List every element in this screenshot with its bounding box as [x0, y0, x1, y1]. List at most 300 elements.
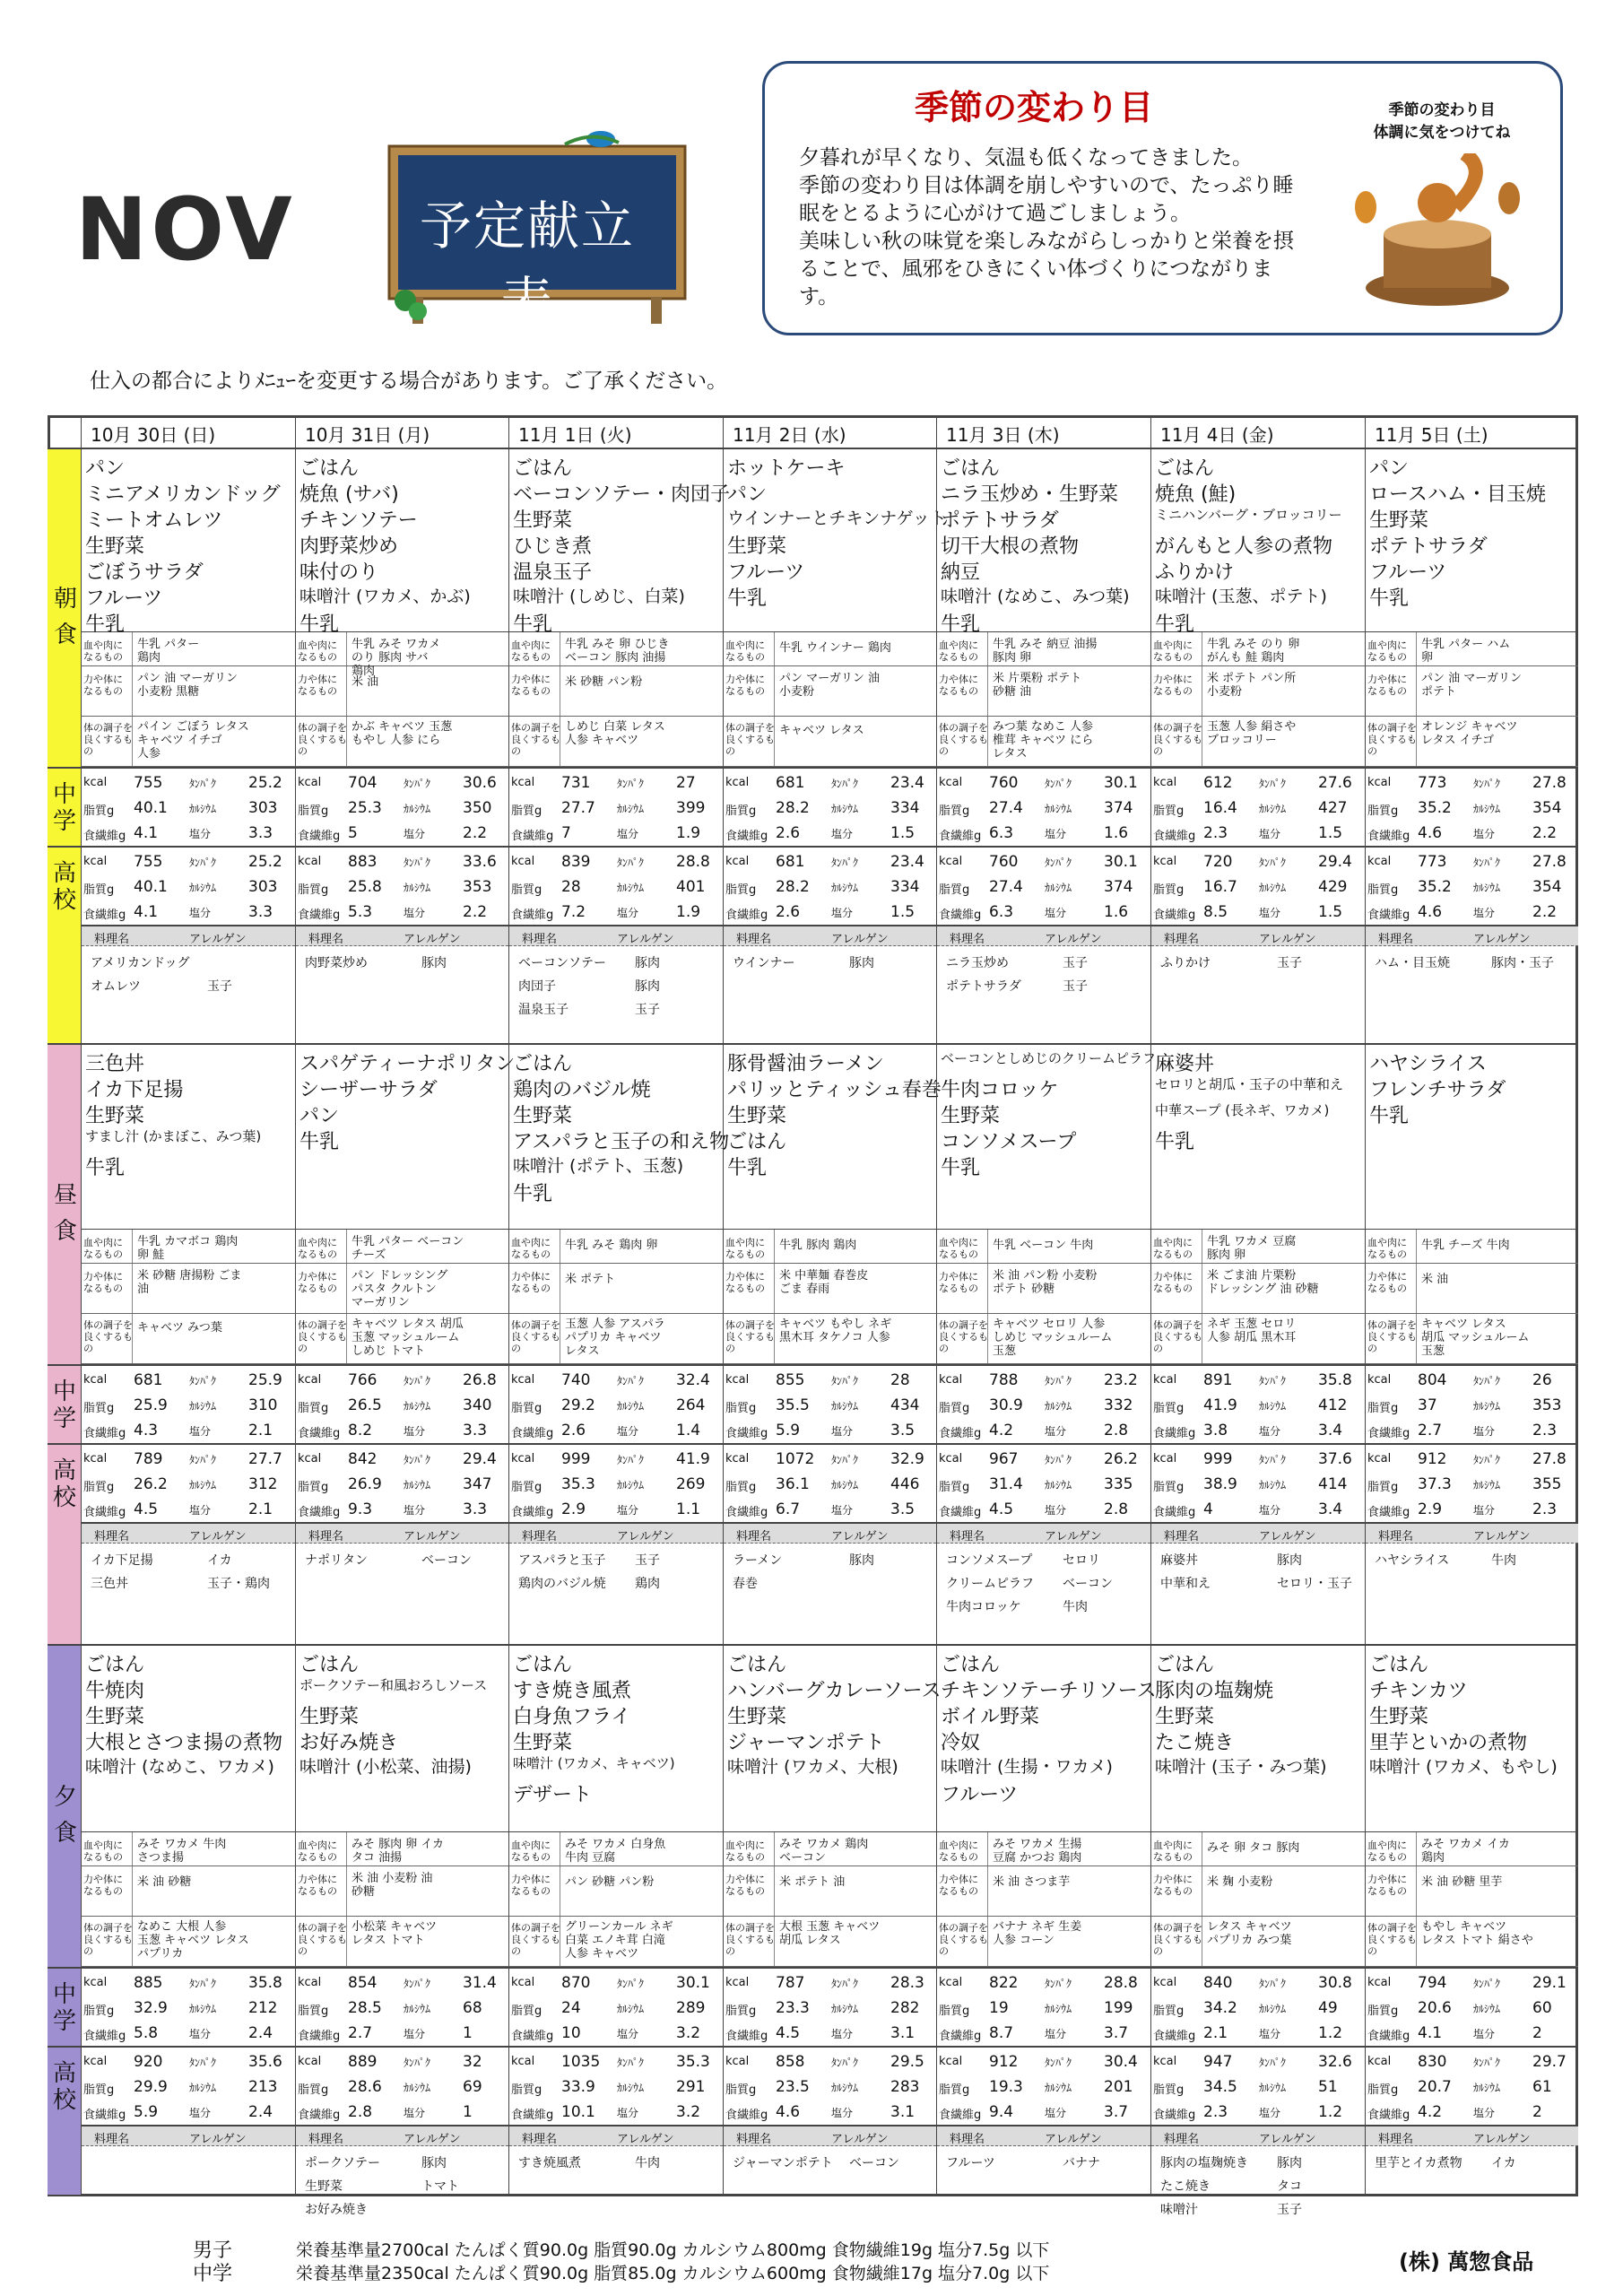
nutrient-value: 3.3 [248, 824, 273, 842]
nutrient-label: 脂質g [939, 1481, 970, 1494]
food-group-items: バナナ ネギ 生姜 人参 コーン [993, 1920, 1082, 1947]
nutrient-label: 脂質g [1153, 2083, 1185, 2097]
nutrition-cell-hs [1150, 846, 1365, 925]
nutrient-value: 31.4 [463, 1974, 497, 1992]
menu-item: たこ焼き [1155, 1732, 1235, 1754]
dish-header: 料理名 [94, 1530, 130, 1544]
caution-note: 仕入の都合によりﾒﾆｭｰを変更する場合があります。ご了承ください。 [90, 370, 728, 393]
dish-header: 料理名 [950, 2133, 985, 2146]
squirrel-stump-illustration [1348, 153, 1527, 315]
food-group-cell [1365, 666, 1578, 717]
nutrient-value: 33.9 [561, 2078, 595, 2096]
nutrient-value: 350 [463, 799, 492, 817]
menu-item: ボイル野菜 [941, 1706, 1040, 1728]
food-group-cell [508, 1917, 723, 1967]
food-group-items: 玉葱 人参 アスパラ パプリカ キャベツ レタス [565, 1318, 665, 1358]
nutrient-label: 食繊維g [1153, 830, 1196, 843]
nutrient-value: 2.9 [1418, 1500, 1443, 1518]
nutrient-label: 塩分 [404, 2107, 426, 2119]
food-group-label: 血や肉に なるもの [725, 639, 765, 663]
nutrient-value: 35.6 [248, 2053, 282, 2071]
menu-item: ごはん [1369, 1654, 1429, 1676]
food-group-label: 力や体に なるもの [939, 1271, 978, 1294]
allergen-cell [1150, 1522, 1365, 1646]
nutrient-label: ｶﾙｼｳﾑ [1259, 2082, 1287, 2094]
menu-item: チキンソテーチリソース [941, 1680, 1157, 1702]
nutrient-label: ｶﾙｼｳﾑ [617, 2003, 645, 2015]
allergen-cell [723, 925, 936, 1045]
allergen-value: 豚肉 [635, 956, 660, 970]
menu-item: ウインナーとチキンナゲット [727, 509, 947, 528]
food-group-label: 血や肉に なるもの [939, 1237, 978, 1260]
dish-header: 料理名 [522, 1530, 558, 1544]
nutrient-label: ﾀﾝﾊﾟｸ [1045, 778, 1072, 790]
menu-item: 里芋といかの煮物 [1369, 1732, 1528, 1754]
menu-item: 味噌汁 (ワカメ、キャベツ) [513, 1755, 675, 1771]
meal-label: 朝食 [54, 586, 78, 648]
food-group-label: 血や肉に なるもの [83, 639, 123, 663]
menu-item: ごはん [1155, 457, 1215, 480]
food-group-cell [936, 717, 1150, 767]
nutrient-value: 3.8 [1203, 1422, 1228, 1439]
food-group-divider [987, 717, 988, 766]
nutrition-cell-jh [295, 1967, 508, 2046]
food-group-items: 牛乳 パター ハム 卵 [1421, 638, 1511, 665]
food-group-label: 血や肉に なるもの [83, 1839, 123, 1863]
food-group-items: 米 油 砂糖 [137, 1875, 192, 1889]
nutrient-label: ﾀﾝﾊﾟｸ [1259, 1978, 1287, 1990]
nutrient-value: 51 [1318, 2078, 1338, 2096]
menu-item: 生野菜 [941, 1105, 1001, 1127]
food-group-items: みつ葉 なめこ 人参 椎茸 キャベツ にら レタス [993, 720, 1094, 761]
allergen-header-label: アレルゲン [404, 933, 461, 946]
nutrient-value: 30.4 [1104, 2053, 1138, 2071]
allergen-dish: ナポリタン [305, 1553, 368, 1568]
nutrient-label: ｶﾙｼｳﾑ [617, 803, 645, 815]
menu-item: ハヤシライス [1369, 1053, 1487, 1075]
food-group-divider [987, 1314, 988, 1363]
menu-item: 大根とさつま揚の煮物 [85, 1732, 283, 1754]
nutrient-label: ｶﾙｼｳﾑ [831, 882, 859, 894]
food-group-divider [987, 1832, 988, 1866]
allergen-dish: 鶏肉のバジル焼 [518, 1577, 606, 1591]
food-group-label: 血や肉に なるもの [1367, 1839, 1407, 1863]
menu-item: 味噌汁 (ワカメ、もやし) [1369, 1757, 1558, 1777]
nutrient-label: ﾀﾝﾊﾟｸ [1045, 1375, 1072, 1387]
allergen-cell [1365, 925, 1578, 1045]
food-group-cell [508, 1314, 723, 1364]
menu-cell [295, 1045, 516, 1230]
food-group-cell [81, 1230, 295, 1264]
nutrient-label: 食繊維g [725, 1427, 768, 1440]
nutrient-label: 脂質g [83, 2005, 115, 2018]
nutrient-value: 340 [463, 1396, 492, 1414]
menu-item: ホットケーキ [727, 457, 846, 480]
allergen-header-label: アレルゲン [831, 2133, 889, 2146]
dish-header: 料理名 [950, 933, 985, 946]
menu-item: 生野菜 [727, 1706, 787, 1728]
nutrient-label: 塩分 [1473, 828, 1496, 840]
allergen-cell [936, 1522, 1150, 1646]
nutrient-value: 3.1 [890, 2024, 916, 2042]
menu-cell [81, 1646, 295, 1832]
date-header-cell [936, 415, 1150, 449]
nutrient-value: 30.1 [676, 1974, 710, 1992]
menu-item: 牛乳 [299, 613, 340, 636]
nutrient-value: 29.5 [890, 2053, 924, 2071]
allergen-cell [1150, 925, 1365, 1045]
nutrient-value: 19 [989, 1999, 1009, 2017]
nutrient-label: kcal [1367, 1452, 1392, 1465]
menu-item: フルーツ [727, 561, 805, 584]
food-group-label: 力や体に なるもの [725, 1271, 765, 1294]
dish-header: 料理名 [1164, 1530, 1200, 1544]
allergen-dish: 春巻 [733, 1577, 758, 1591]
jh-label: 中学 [53, 781, 77, 835]
date-header-cell [1150, 415, 1365, 449]
nutrient-label: 脂質g [939, 2083, 970, 2097]
nutrient-value: 2.3 [1203, 2103, 1228, 2121]
food-group-label: 血や肉に なるもの [511, 639, 551, 663]
allergen-header [937, 2126, 1150, 2146]
nutrient-value: 27.8 [1532, 774, 1567, 792]
allergen-dish: すき焼風煮 [518, 2156, 581, 2170]
allergen-header-label: アレルゲン [404, 2133, 461, 2146]
food-group-label: 血や肉に なるもの [511, 1839, 551, 1863]
nutrient-value: 32.6 [1318, 2053, 1352, 2071]
nutrient-label: kcal [939, 2055, 963, 2068]
dish-header: 料理名 [736, 2133, 772, 2146]
nutrient-label: ｶﾙｼｳﾑ [189, 1479, 217, 1492]
food-group-label: 体の調子を 良くするも の [511, 722, 560, 757]
food-group-items: パン 油 マーガリン 小麦粉 黒糖 [137, 672, 239, 699]
dish-header: 料理名 [94, 2133, 130, 2146]
food-group-cell [1365, 1832, 1578, 1866]
menu-item: がんもと人参の煮物 [1155, 535, 1333, 558]
food-group-label: 血や肉に なるもの [1153, 1237, 1193, 1260]
date-label: 11月 3日 (木) [946, 424, 1060, 446]
nutrient-value: 7.2 [561, 903, 586, 921]
hs-label-cell [48, 846, 81, 925]
food-group-label: 血や肉に なるもの [298, 639, 337, 663]
nutrient-value: 427 [1318, 799, 1348, 817]
footer-standard-line2: 栄養基準量2350cal たんぱく質90.0g 脂質85.0g カルシウム600mg 食物繊維17g 塩分7.0g 以下 [296, 2264, 1050, 2283]
allergen-dish: クリームピラフ [946, 1577, 1034, 1591]
nutrient-value: 1072 [776, 1450, 815, 1468]
nutrition-cell-hs [1150, 2046, 1365, 2125]
menu-item: 生野菜 [1369, 1706, 1429, 1728]
allergen-header-label: アレルゲン [189, 1530, 247, 1544]
nutrient-label: 脂質g [725, 804, 757, 818]
nutrient-label: ﾀﾝﾊﾟｸ [831, 857, 859, 869]
nutrient-label: 食繊維g [1367, 1506, 1410, 1519]
menu-cell [936, 1045, 1157, 1230]
nutrient-value: 2.6 [776, 824, 801, 842]
nutrient-label: kcal [725, 1452, 750, 1465]
allergen-header-label: アレルゲン [1473, 2133, 1531, 2146]
menu-item: 生野菜 [85, 1105, 145, 1127]
allergen-header-label: アレルゲン [1045, 1530, 1102, 1544]
menu-item: 焼魚 (サバ) [299, 483, 399, 506]
nutrient-value: 4.5 [134, 1500, 159, 1518]
menu-item: 味噌汁 (ポテト、玉葱) [513, 1156, 684, 1176]
food-group-items: 米 ポテト パン所 小麦粉 [1207, 672, 1297, 699]
nutrient-value: 36.1 [776, 1475, 810, 1493]
menu-item: フルーツ [1369, 561, 1447, 584]
nutrient-value: 353 [463, 878, 492, 896]
nutrient-value: 681 [134, 1371, 163, 1389]
nutrient-label: kcal [725, 1373, 750, 1387]
nutrient-label: 脂質g [511, 2083, 542, 2097]
menu-item: フルーツ [941, 1784, 1019, 1806]
nutrient-label: ﾀﾝﾊﾟｸ [617, 778, 645, 790]
food-group-cell [936, 1230, 1150, 1264]
allergen-dish: ジャーマンポテト [733, 2156, 833, 2170]
nutrient-label: kcal [1367, 1976, 1392, 1989]
nutrient-label: ﾀﾝﾊﾟｸ [1259, 1454, 1287, 1466]
jh-label: 中学 [53, 1378, 77, 1432]
nutrient-label: kcal [298, 1976, 322, 1989]
nutrient-label: kcal [1153, 1452, 1177, 1465]
nutrient-label: ﾀﾝﾊﾟｸ [617, 1978, 645, 1990]
nutrient-label: 塩分 [404, 907, 426, 919]
nutrition-cell-jh [1150, 1364, 1365, 1443]
nutrient-value: 1.5 [890, 903, 916, 921]
nutrient-value: 283 [890, 2078, 920, 2096]
nutrient-label: 塩分 [189, 907, 212, 919]
menu-item: ごはん [727, 1654, 787, 1676]
food-group-label: 体の調子を 良くするも の [511, 1922, 560, 1957]
food-group-cell [936, 1264, 1150, 1314]
nutrition-cell-jh [723, 767, 936, 846]
nutrient-label: 脂質g [1367, 2005, 1399, 2018]
nutrient-label: 塩分 [1259, 828, 1281, 840]
nutrient-value: 760 [989, 774, 1019, 792]
nutrient-value: 2.3 [1203, 824, 1228, 842]
food-group-divider [346, 666, 347, 716]
nutrient-label: ｶﾙｼｳﾑ [1045, 2003, 1072, 2015]
menu-item: 生野菜 [299, 1706, 360, 1728]
menu-item: ごはん [513, 457, 573, 480]
nutrient-label: ﾀﾝﾊﾟｸ [831, 2057, 859, 2069]
menu-item: 味噌汁 (なめこ、みつ葉) [941, 587, 1130, 606]
food-group-label: 力や体に なるもの [939, 1874, 978, 1897]
menu-cell [723, 449, 947, 632]
nutrient-label: ﾀﾝﾊﾟｸ [1045, 2057, 1072, 2069]
nutrient-label: ｶﾙｼｳﾑ [1045, 1400, 1072, 1413]
food-group-divider [346, 1832, 347, 1866]
nutrient-value: 35.5 [776, 1396, 810, 1414]
nutrition-cell-jh [1365, 1967, 1578, 2046]
nutrient-label: 脂質g [511, 1481, 542, 1494]
menu-item: ふりかけ [1155, 561, 1235, 584]
nutrient-value: 10.1 [561, 2103, 595, 2121]
food-group-cell [936, 666, 1150, 717]
menu-item: 生野菜 [85, 535, 145, 558]
food-group-cell [1150, 1230, 1365, 1264]
nutrient-label: 脂質g [298, 804, 329, 818]
nutrition-cell-hs [508, 846, 723, 925]
nutrient-label: 塩分 [1045, 1425, 1067, 1438]
nutrient-label: ｶﾙｼｳﾑ [1473, 2082, 1501, 2094]
nutrient-value: 25.2 [248, 774, 282, 792]
nutrient-label: 食繊維g [725, 2109, 768, 2122]
nutrient-value: 29.7 [1532, 2053, 1567, 2071]
hs-label-cell [48, 1443, 81, 1522]
food-group-label: 力や体に なるもの [1153, 1271, 1193, 1294]
food-group-divider [774, 717, 775, 766]
nutrition-cell-hs [295, 846, 508, 925]
nutrient-value: 412 [1318, 1396, 1348, 1414]
nutrient-label: 脂質g [1367, 1481, 1399, 1494]
nutrient-label: ﾀﾝﾊﾟｸ [1259, 857, 1287, 869]
nutrient-label: ｶﾙｼｳﾑ [404, 803, 431, 815]
nutrient-value: 264 [676, 1396, 706, 1414]
allergen-header-label: アレルゲン [617, 933, 674, 946]
dish-header: 料理名 [736, 1530, 772, 1544]
allergen-header-label: アレルゲン [1045, 2133, 1102, 2146]
nutrient-value: 3.7 [1104, 2024, 1129, 2042]
allergen-header [937, 1524, 1150, 1544]
menu-item: 麻婆丼 [1155, 1053, 1215, 1075]
nutrient-label: 食繊維g [83, 2109, 126, 2122]
allergen-header [82, 1524, 295, 1544]
nutrient-label: ｶﾙｼｳﾑ [189, 2003, 217, 2015]
nutrient-value: 3.1 [890, 2103, 916, 2121]
nutrient-value: 2.3 [1532, 1422, 1558, 1439]
food-group-items: 牛乳 チーズ 牛肉 [1421, 1239, 1510, 1252]
food-group-items: 米 砂糖 パン粉 [565, 675, 643, 689]
food-group-cell [1150, 1264, 1365, 1314]
menu-item: 味付のり [299, 561, 379, 584]
notice-caption-line: 体調に気をつけてね [1373, 124, 1511, 142]
menu-item: ごはん [513, 1053, 573, 1075]
nutrient-value: 1.9 [676, 903, 701, 921]
nutrient-label: 塩分 [1045, 907, 1067, 919]
food-group-cell [508, 1866, 723, 1917]
food-group-cell [1150, 1917, 1365, 1967]
nutrient-value: 399 [676, 799, 706, 817]
nutrient-value: 947 [1203, 2053, 1233, 2071]
food-group-items: 牛乳 パター 鶏肉 [137, 638, 200, 665]
nutrient-value: 27 [676, 774, 696, 792]
food-group-cell [723, 1866, 936, 1917]
menu-item: イカ下足揚 [85, 1079, 184, 1101]
nutrient-label: ｶﾙｼｳﾑ [1473, 803, 1501, 815]
menu-cell [508, 449, 731, 636]
nutrient-label: 食繊維g [298, 2030, 341, 2043]
food-group-cell [936, 1917, 1150, 1967]
food-group-label: 血や肉に なるもの [1153, 639, 1193, 663]
nutrient-value: 2 [1532, 2103, 1542, 2121]
menu-item: 味噌汁 (ワカメ、大根) [727, 1757, 898, 1777]
food-group-label: 力や体に なるもの [83, 1874, 123, 1897]
date-header-cell [508, 415, 723, 449]
nutrition-cell-jh [723, 1967, 936, 2046]
nutrient-label: ｶﾙｼｳﾑ [1473, 882, 1501, 894]
menu-item: ロースハム・目玉焼 [1369, 483, 1546, 506]
allergen-cell [936, 925, 1150, 1045]
nutrient-value: 2.2 [1532, 824, 1558, 842]
food-group-label: 体の調子を 良くするも の [725, 1922, 775, 1957]
food-group-label: 血や肉に なるもの [298, 1839, 337, 1863]
nutrient-label: ﾀﾝﾊﾟｸ [617, 1454, 645, 1466]
menu-item: パン [1369, 457, 1410, 480]
nutrient-label: 塩分 [831, 907, 854, 919]
menu-item: ポテトサラダ [941, 509, 1059, 532]
food-group-cell [1150, 1314, 1365, 1364]
food-group-cell [936, 1314, 1150, 1364]
meal-label: 夕食 [54, 1784, 78, 1847]
nutrient-label: ｶﾙｼｳﾑ [1259, 1400, 1287, 1413]
food-group-divider [346, 1866, 347, 1916]
food-group-cell [1150, 1832, 1365, 1866]
nutrient-label: 塩分 [831, 1425, 854, 1438]
food-group-items: 米 ポテト [565, 1273, 616, 1286]
allergen-dish: 生野菜 [305, 2179, 343, 2194]
nutrient-label: ﾀﾝﾊﾟｸ [189, 778, 217, 790]
footer-male-label: 男子 [193, 2239, 233, 2262]
nutrient-value: 32.9 [134, 1999, 168, 2017]
nutrient-value: 840 [1203, 1974, 1233, 1992]
nutrient-value: 26 [1532, 1371, 1552, 1389]
food-group-cell [508, 1264, 723, 1314]
nutrient-value: 33.6 [463, 853, 497, 871]
menu-cell [723, 1045, 942, 1230]
allergen-value: 玉子 [635, 1553, 660, 1568]
nutrient-value: 28.8 [1104, 1974, 1138, 1992]
food-group-cell [723, 1917, 936, 1967]
nutrient-label: ｶﾙｼｳﾑ [1473, 1479, 1501, 1492]
nutrient-value: 28.8 [676, 853, 710, 871]
allergen-value: 玉子 [1063, 979, 1088, 994]
nutrient-label: kcal [83, 1452, 108, 1465]
nutrient-label: 脂質g [1153, 1402, 1185, 1415]
allergen-value: イカ [1491, 2156, 1516, 2170]
nutrient-value: 855 [776, 1371, 805, 1389]
food-group-items: 牛乳 ワカメ 豆腐 豚肉 卵 [1207, 1235, 1297, 1262]
menu-cell [936, 1646, 1157, 1832]
nutrient-value: 883 [348, 853, 378, 871]
nutrient-label: ｶﾙｼｳﾑ [189, 1400, 217, 1413]
nutrient-label: kcal [939, 1976, 963, 1989]
nutrient-label: 脂質g [83, 1481, 115, 1494]
nutrition-cell-hs [723, 2046, 936, 2125]
nutrient-label: kcal [298, 855, 322, 868]
nutrient-label: kcal [83, 1373, 108, 1387]
nutrient-value: 720 [1203, 853, 1233, 871]
nutrient-value: 34.2 [1203, 1999, 1237, 2017]
food-group-label: 血や肉に なるもの [298, 1237, 337, 1260]
food-group-cell [295, 1314, 508, 1364]
nutrient-label: 塩分 [404, 828, 426, 840]
menu-item: 牛乳 [85, 1157, 126, 1179]
nutrient-value: 35.3 [561, 1475, 595, 1493]
food-group-cell [508, 632, 723, 666]
nutrition-cell-jh [1365, 767, 1578, 846]
allergen-cell [508, 2125, 723, 2196]
food-group-items: 牛乳 ベーコン 牛肉 [993, 1239, 1094, 1252]
nutrient-value: 35.2 [1418, 799, 1452, 817]
food-group-divider [1416, 1264, 1417, 1313]
nutrient-value: 2 [1532, 2024, 1542, 2042]
nutrient-label: 脂質g [725, 1481, 757, 1494]
food-group-divider [346, 717, 347, 766]
nutrient-value: 760 [989, 853, 1019, 871]
nutrient-value: 20.7 [1418, 2078, 1452, 2096]
nutrition-cell-hs [1365, 1443, 1578, 1522]
food-group-label: 体の調子を 良くするも の [939, 1922, 988, 1957]
